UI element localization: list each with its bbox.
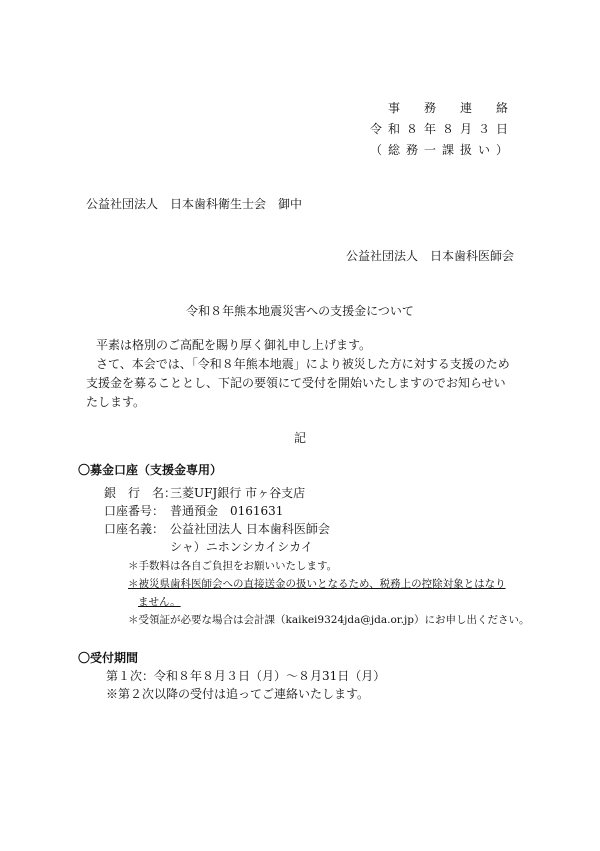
period-heading: 〇受付期間 (78, 651, 139, 665)
period-second: ※第２次以降の受付は追ってご連絡いたします。 (106, 687, 370, 701)
body-paragraph-2-end: たします。 (86, 395, 146, 409)
doc-type: 事 務 連 絡 (387, 101, 514, 115)
ki-heading: 記 (293, 431, 306, 445)
note-tax: ＊被災県歯科医師会への直接送金の扱いとなるため、税務上の控除対象とはなり (128, 578, 506, 590)
bank-value: 三菱UFJ銀行 市ヶ谷支店 (170, 486, 306, 500)
note-tax-cont: ません。 (138, 596, 181, 608)
handling-dept: （総務一課扱い） (369, 143, 514, 157)
addressee: 公益社団法人 日本歯科衛生士会 御中 (86, 197, 303, 211)
account-name-value: 公益社団法人 日本歯科医師会 (170, 522, 330, 536)
account-number-value: 普通預金 0161631 (170, 504, 284, 518)
body-paragraph-2: さて、本会では、「令和８年熊本地震」により被災した方に対する支援のため (96, 357, 510, 371)
account-number-label: 口座番号： (104, 504, 165, 518)
note-receipt: ＊受領証が必要な場合は会計課（kaikei9324jda@jda.or.jp）にお申し出ください。 (128, 614, 530, 626)
bank-label: 銀 行 名： (104, 486, 177, 500)
body-paragraph-2-cont: 支援金を募ることとし、下記の要領にて受付を開始いたしますのでお知らせい (86, 376, 506, 390)
account-name-kana: シャ）ニホンシカイシカイ (170, 540, 313, 554)
body-paragraph-1: 平素は格別のご高配を賜り厚く御礼申し上げます。 (96, 338, 372, 352)
sender: 公益社団法人 日本歯科医師会 (345, 249, 514, 263)
account-name-label: 口座名義： (104, 522, 165, 536)
note-fee: ＊手数料は各自ご負担をお願いいたします。 (128, 560, 338, 572)
issue-date: 令和８年８月３日 (369, 122, 514, 136)
document-title: 令和８年熊本地震災害への支援金について (186, 304, 414, 318)
donation-heading: 〇募金口座（支援金専用） (78, 463, 223, 477)
period-first: 第１次：令和８年８月３日（月）～８月31日（月） (106, 669, 386, 683)
